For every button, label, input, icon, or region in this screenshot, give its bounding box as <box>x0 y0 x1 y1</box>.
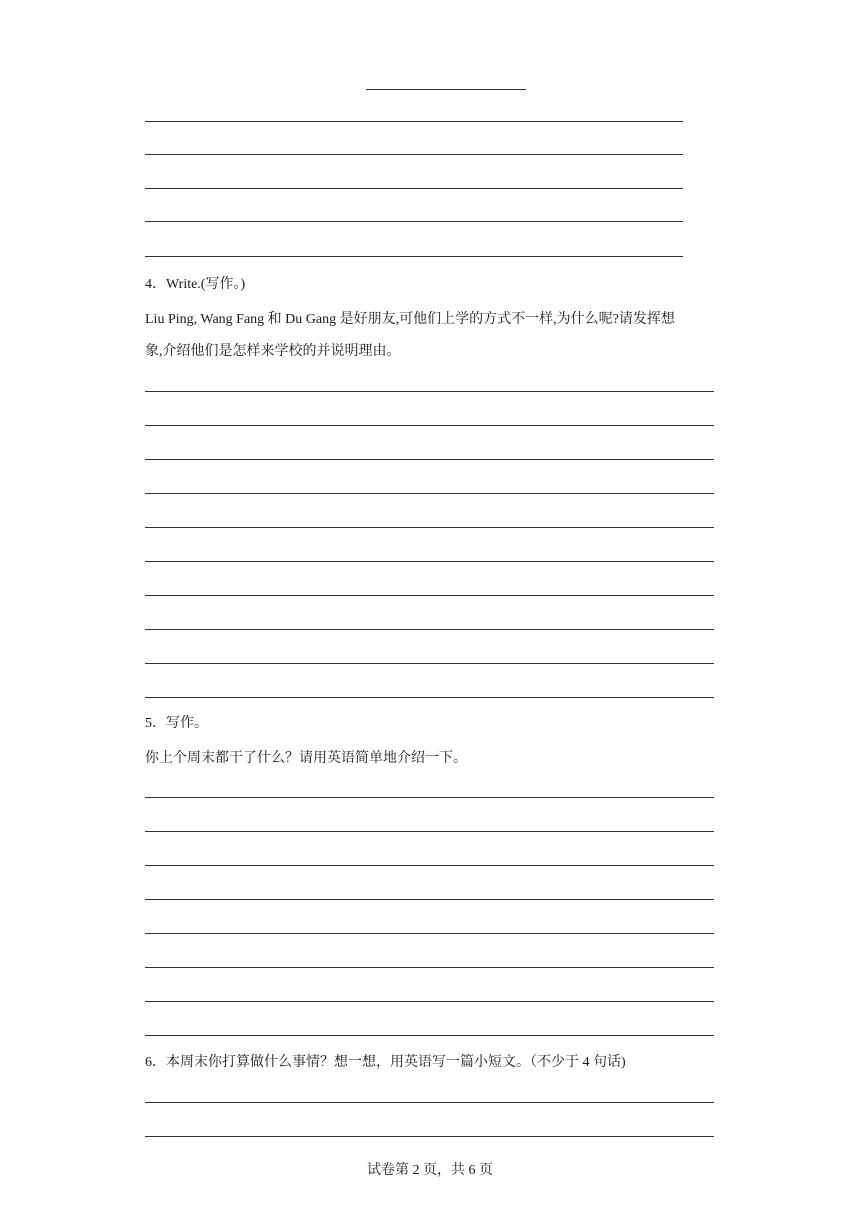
answer-line[interactable] <box>145 221 683 222</box>
answer-line[interactable] <box>145 933 714 934</box>
answer-line[interactable] <box>145 121 683 122</box>
answer-line[interactable] <box>145 831 714 832</box>
question-title: 4．Write.(写作。) <box>145 277 246 292</box>
answer-line[interactable] <box>145 1035 714 1036</box>
page-footer: 试卷第 2 页，共 6 页 <box>367 1163 493 1178</box>
answer-line[interactable] <box>145 459 714 460</box>
answer-line[interactable] <box>145 1136 714 1137</box>
answer-line[interactable] <box>145 493 714 494</box>
answer-line[interactable] <box>145 663 714 664</box>
answer-line[interactable] <box>145 188 683 189</box>
answer-line[interactable] <box>145 561 714 562</box>
answer-line[interactable] <box>145 154 683 155</box>
question-title: 6．本周末你打算做什么事情？想一想，用英语写一篇小短文。（不少于 4 句话) <box>145 1055 626 1070</box>
answer-line[interactable] <box>145 1001 714 1002</box>
answer-line-short[interactable] <box>366 89 526 90</box>
answer-line[interactable] <box>145 425 714 426</box>
answer-line[interactable] <box>145 629 714 630</box>
answer-line[interactable] <box>145 391 714 392</box>
question-prompt-line: 象,介绍他们是怎样来学校的并说明理由。 <box>145 344 401 359</box>
answer-line[interactable] <box>145 899 714 900</box>
answer-line[interactable] <box>145 697 714 698</box>
answer-line[interactable] <box>145 256 683 257</box>
answer-line[interactable] <box>145 967 714 968</box>
answer-line[interactable] <box>145 595 714 596</box>
answer-line[interactable] <box>145 797 714 798</box>
answer-line[interactable] <box>145 527 714 528</box>
question-title: 5．写作。 <box>145 716 208 731</box>
answer-line[interactable] <box>145 1102 714 1103</box>
question-prompt-line: 你上个周末都干了什么？请用英语简单地介绍一下。 <box>145 751 467 766</box>
question-prompt-line: Liu Ping, Wang Fang 和 Du Gang 是好朋友,可他们上学的方式不一样,为什么呢?请发挥想 <box>145 312 675 327</box>
answer-line[interactable] <box>145 865 714 866</box>
